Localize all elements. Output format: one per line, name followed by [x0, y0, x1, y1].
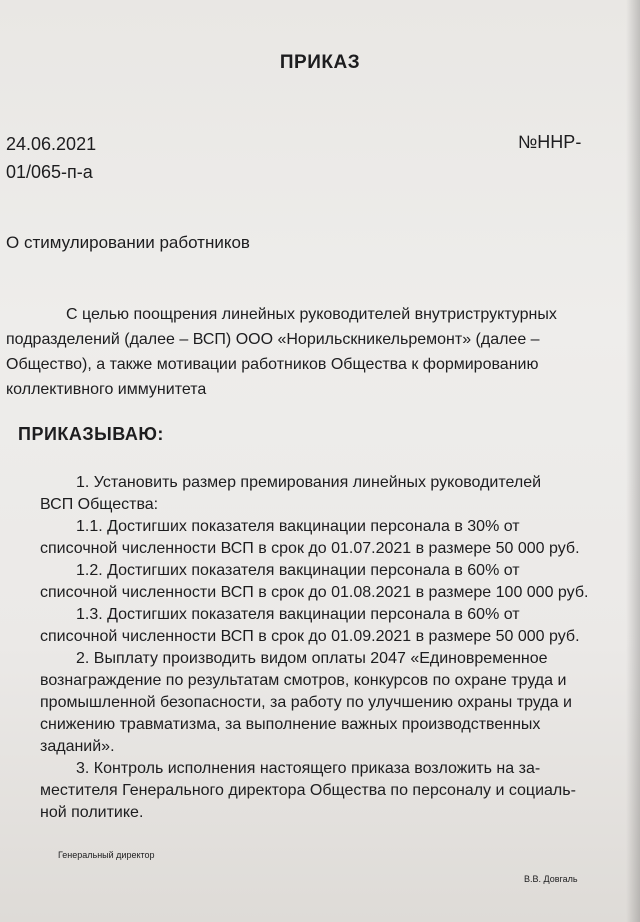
body-line: списочной численности ВСП в срок до 01.07.2021 в размере 50 000 руб.	[40, 540, 580, 557]
body-line: промышленной безопасности, за работу по улучшению охраны труда и	[40, 694, 572, 711]
document-date: 24.06.2021	[6, 134, 97, 154]
document-title: ПРИКАЗ	[279, 52, 361, 73]
body-line: 2. Выплату производить видом оплаты 2047 «Единовременное	[76, 650, 548, 667]
body-line: 1.2. Достигших показателя вакцинации персонала в 60% от	[76, 562, 520, 579]
preamble-line: коллективного иммунитета	[6, 381, 207, 398]
body-line: ВСП Общества:	[40, 496, 159, 513]
preamble-line: Общество), а также мотивации работников Общества к формированию	[6, 356, 539, 373]
document-number-prefix: №ННР-	[518, 132, 582, 152]
body-line: 1.1. Достигших показателя вакцинации персонала в 30% от	[76, 518, 520, 535]
document-number-suffix: 01/065-п-а	[6, 162, 93, 182]
order-heading: ПРИКАЗЫВАЮ:	[18, 424, 164, 444]
body-line: списочной численности ВСП в срок до 01.09.2021 в размере 50 000 руб.	[40, 628, 580, 645]
body-line: снижению травматизма, за выполнение важных производственных	[40, 716, 541, 733]
preamble-line: подразделений (далее – ВСП) ООО «Норильскникельремонт» (далее –	[6, 331, 540, 348]
body-line: 3. Контроль исполнения настоящего приказа возложить на за-	[76, 760, 541, 777]
body-line: вознаграждение по результатам смотров, конкурсов по охране труда и	[40, 672, 567, 689]
body-line: 1. Установить размер премирования линейных руководителей	[76, 474, 542, 491]
body-line: заданий».	[40, 738, 115, 755]
signature-name: В.В. Довгаль	[524, 874, 578, 884]
body-line: ной политике.	[40, 804, 144, 821]
document-subject: О стимулировании работников	[6, 233, 250, 252]
body-line: местителя Генерального директора Общества по персоналу и социаль-	[40, 782, 576, 799]
body-line: списочной численности ВСП в срок до 01.08.2021 в размере 100 000 руб.	[40, 584, 589, 601]
body-line: 1.3. Достигших показателя вакцинации персонала в 60% от	[76, 606, 520, 623]
signature-title: Генеральный директор	[58, 850, 155, 860]
page-edge-shadow	[626, 0, 640, 922]
preamble-line: С целью поощрения линейных руководителей внутриструктурных	[66, 306, 557, 323]
